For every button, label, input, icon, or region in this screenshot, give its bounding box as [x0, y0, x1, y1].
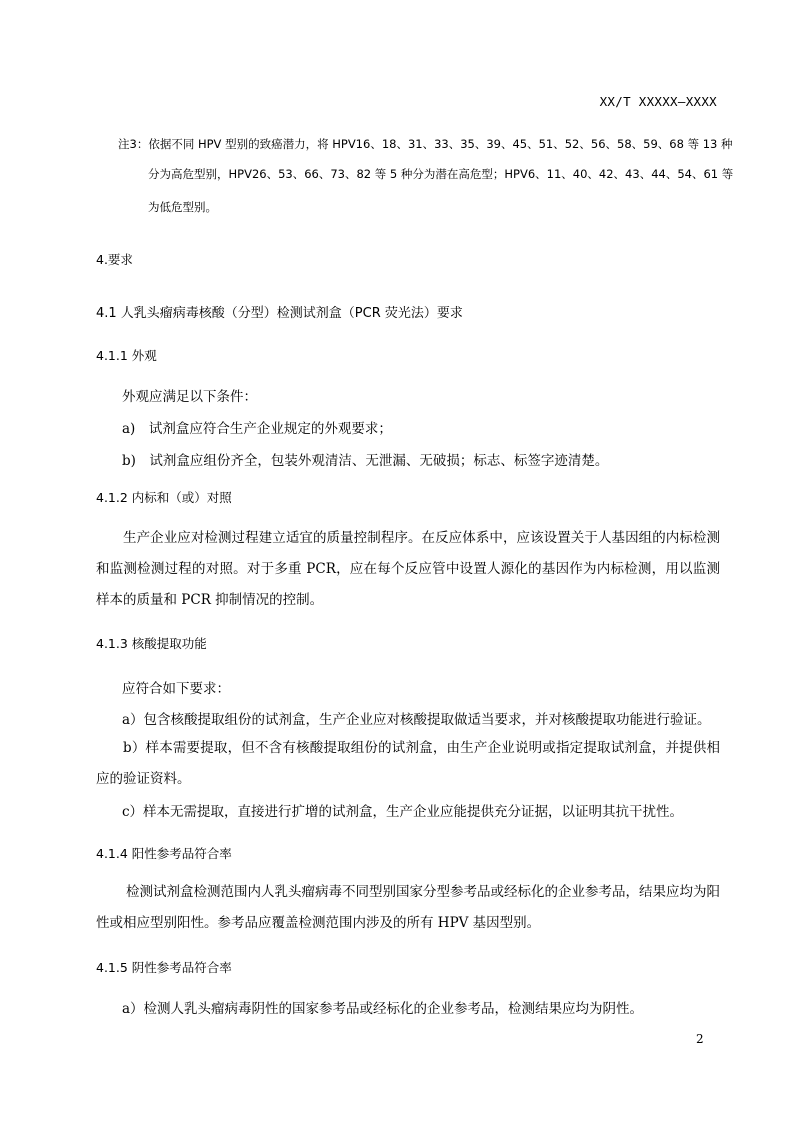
- page-number: 2: [696, 1032, 704, 1046]
- extraction-item-b: b）样本需要提取，但不含有核酸提取组份的试剂盒，由生产企业说明或指定提取试剂盒，并提供相应的验证资料。: [96, 740, 720, 787]
- positive-reference-paragraph: 检测试剂盒检测范围内人乳头瘤病毒不同型别国家分型参考品或经标化的企业参考品，结果应均为阳性或相应型别阳性。参考品应覆盖检测范围内涉及的所有 HPV 基因型别。: [96, 884, 720, 931]
- section-4-1-5-title: 4.1.5 阴性参考品符合率: [96, 960, 232, 975]
- section-4-1-3-title: 4.1.3 核酸提取功能: [96, 636, 207, 651]
- note-3-line-2: 分为高危型别，HPV26、53、66、73、82 等 5 种分为潜在高危型；HPV6、11、40、42、43、44、54、61 等: [148, 167, 734, 181]
- section-4-title: 4.要求: [96, 252, 133, 267]
- extraction-item-a: a）包含核酸提取组份的试剂盒，生产企业应对核酸提取做适当要求，并对核酸提取功能进行验证。: [122, 712, 711, 728]
- internal-control-paragraph: 生产企业应对检测过程建立适宜的质量控制程序。在反应体系中，应该设置关于人基因组的内标检测和监测检测过程的对照。对于多重 PCR，应在每个反应管中设置人源化的基因作为内标检测，用以监测样本的质量和 PCR 抑制情况的控制。: [96, 530, 720, 608]
- section-4-1-1-title: 4.1.1 外观: [96, 348, 157, 363]
- note-3-line-3: 为低危型别。: [148, 200, 217, 214]
- extraction-intro: 应符合如下要求：: [122, 681, 230, 697]
- document-code: XX/T XXXXX—XXXX: [599, 94, 717, 109]
- section-4-1-4-title: 4.1.4 阳性参考品符合率: [96, 846, 232, 861]
- appearance-item-b: b) 试剂盒应组份齐全，包装外观清洁、无泄漏、无破损；标志、标签字迹清楚。: [122, 453, 609, 469]
- negative-reference-item-a: a）检测人乳头瘤病毒阴性的国家参考品或经标化的企业参考品，检测结果应均为阴性。: [122, 1001, 644, 1017]
- extraction-item-c: c）样本无需提取，直接进行扩增的试剂盒，生产企业应能提供充分证据，以证明其抗干扰性。: [122, 804, 684, 820]
- note-3-line-1: 注3：依据不同 HPV 型别的致癌潜力，将 HPV16、18、31、33、35、39、45、51、52、56、58、59、68 等 13 种: [118, 137, 733, 151]
- section-4-1-title: 4.1 人乳头瘤病毒核酸（分型）检测试剂盒（PCR 荧光法）要求: [96, 306, 463, 321]
- section-4-1-2-title: 4.1.2 内标和（或）对照: [96, 490, 232, 505]
- appearance-intro: 外观应满足以下条件：: [122, 389, 257, 405]
- appearance-item-a: a) 试剂盒应符合生产企业规定的外观要求；: [122, 421, 392, 437]
